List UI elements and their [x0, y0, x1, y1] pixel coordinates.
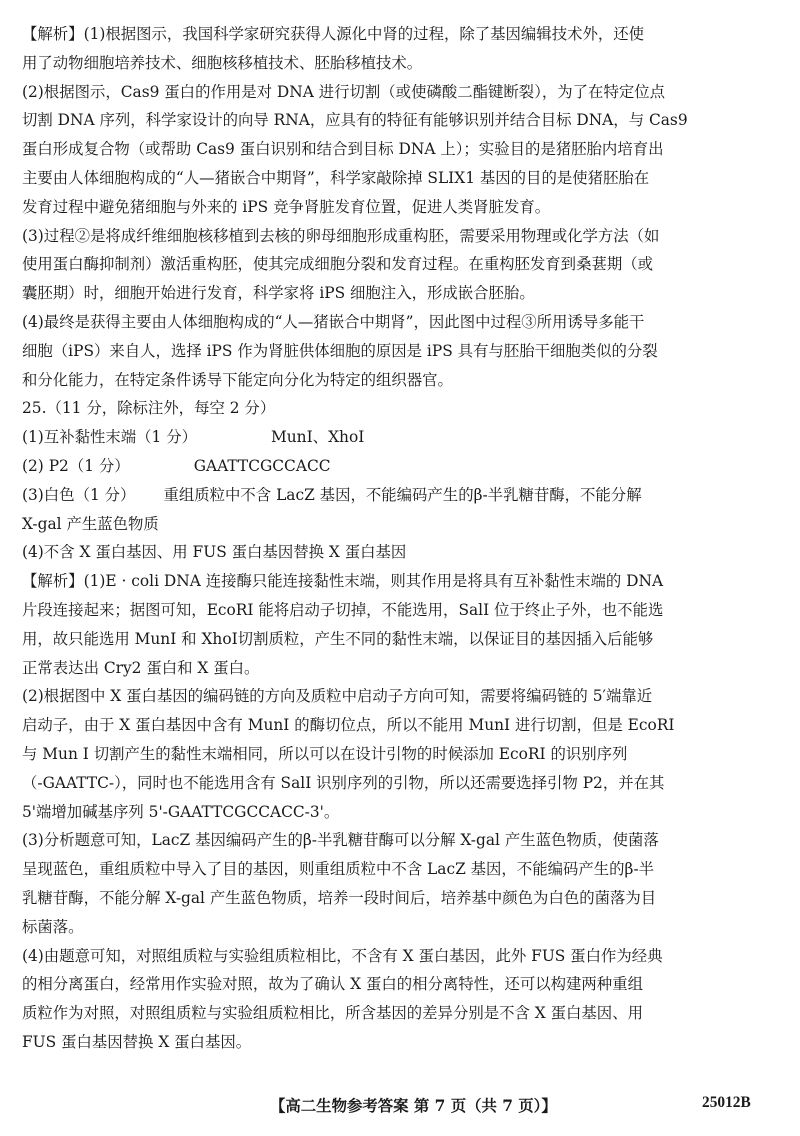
text-line: 细胞（iPS）来自人，选择 iPS 作为肾脏供体细胞的原因是 iPS 具有与胚胎干细胞类似的分裂: [22, 341, 658, 360]
text-line: 5'端增加碱基序列 5'-GAATTCGCCACC-3'。: [22, 802, 340, 821]
text-line: FUS 蛋白基因替换 X 蛋白基因。: [22, 1032, 252, 1051]
text-line: 切割 DNA 序列，科学家设计的向导 RNA，应具有的特征有能够识别并结合目标 DNA，与 Cas9: [22, 111, 688, 130]
answer-1-value: MunI、XhoI: [271, 428, 365, 447]
text-line: 主要由人体细胞构成的“人—猪嵌合中期肾”，科学家敲除掉 SLIX1 基因的目的是使猪胚胎在: [22, 168, 650, 187]
text-line: 【解析】(1)根据图示，我国科学家研究获得人源化中肾的过程，除了基因编辑技术外，还使: [22, 25, 645, 43]
text-line: (2)根据图中 X 蛋白基因的编码链的方向及质粒中启动子方向可知，需要将编码链的 5′端靠近: [22, 687, 653, 706]
text-line: 正常表达出 Cry2 蛋白和 X 蛋白。: [22, 658, 260, 677]
analysis-paragraph-7: [22, 826, 782, 941]
analysis-paragraph-8: [22, 942, 782, 1057]
analysis-paragraph-4: [22, 308, 782, 394]
text-line: 和分化能力，在特定条件诱导下能定向分化为特定的组织器官。: [22, 370, 453, 389]
answer-4: (4)不含 X 蛋白基因、用 FUS 蛋白基因替换 X 蛋白基因: [22, 543, 407, 562]
answer-3-continued: X-gal 产生蓝色物质: [22, 514, 159, 533]
text-line: 蛋白形成复合物（或帮助 Cas9 蛋白识别和结合到目标 DNA 上）；实验目的是猪胚胎内培育出: [22, 140, 664, 159]
text-line: 呈现蓝色，重组质粒中导入了目的基因，则重组质粒中不含 LacZ 基因，不能编码产生的β-半: [22, 860, 655, 879]
text-line: (4)最终是获得主要由人体细胞构成的“人—猪嵌合中期肾”，因此图中过程③所用诱导多能干: [22, 312, 645, 331]
answer-2: [22, 452, 782, 481]
footer-document-code: 25012B: [702, 1094, 751, 1111]
answer-1: [22, 423, 782, 452]
text-line: （-GAATTC-），同时也不能选用含有 SalI 识别序列的引物，所以还需要选择引物 P2，并在其: [22, 773, 665, 792]
analysis-paragraph-1: [22, 20, 782, 78]
text-line: 用了动物细胞培养技术、细胞核移植技术、胚胎移植技术。: [22, 53, 423, 72]
footer-page-info: 【高二生物参考答案 第 7 页（共 7 页）】: [270, 1097, 557, 1115]
question-25-answers: [22, 394, 782, 567]
analysis-paragraph-3: [22, 222, 782, 308]
page-footer: [0, 1094, 800, 1124]
text-line: 【解析】(1)E · coli DNA 连接酶只能连接黏性末端，则其作用是将具有互补黏性末端的 DNA: [22, 572, 664, 591]
text-line: (3)过程②是将成纤维细胞核移植到去核的卵母细胞形成重构胚，需要采用物理或化学方法（如: [22, 226, 660, 245]
answer-2-value: GAATTCGCCACC: [193, 456, 331, 475]
text-line: 启动子，由于 X 蛋白基因中含有 MunI 的酶切位点，所以不能用 MunI 进行切割，但是 EcoRI: [22, 716, 675, 735]
text-line: 用，故只能选用 MunI 和 XhoI切割质粒，产生不同的黏性末端，以保证目的基因插入后能够: [22, 629, 654, 648]
text-line: (3)分析题意可知，LacZ 基因编码产生的β-半乳糖苷酶可以分解 X-gal 产生蓝色物质，使菌落: [22, 831, 659, 850]
text-line: 片段连接起来；据图可知，EcoRI 能将启动子切掉，不能选用，SalI 位于终止子外，也不能选: [22, 600, 664, 619]
answer-1-label: (1)互补黏性末端（1 分）: [22, 428, 198, 447]
analysis-paragraph-6: [22, 682, 782, 826]
answer-2-label: (2) P2（1 分）: [22, 456, 130, 475]
answer-3: [22, 481, 782, 510]
text-line: 使用蛋白酶抑制剂）激活重构胚，使其完成细胞分裂和发育过程。在重构胚发育到桑葚期（或: [22, 255, 654, 274]
text-line: 与 Mun I 切割产生的黏性末端相同，所以可以在设计引物的时候添加 EcoRI 的识别序列: [22, 744, 628, 763]
text-line: (4)由题意可知，对照组质粒与实验组质粒相比，不含有 X 蛋白基因，此外 FUS 蛋白作为经典: [22, 946, 663, 965]
text-line: (2)根据图示，Cas9 蛋白的作用是对 DNA 进行切割（或使磷酸二酯键断裂），为了在特定位点: [22, 82, 666, 101]
analysis-paragraph-2: [22, 78, 782, 222]
text-line: 发育过程中避免猪细胞与外来的 iPS 竞争肾脏发育位置，促进人类肾脏发育。: [22, 197, 551, 216]
text-line: 质粒作为对照，对照组质粒与实验组质粒相比，所含基因的差异分别是不含 X 蛋白基因、用: [22, 1004, 643, 1023]
question-header: 25.（11 分，除标注外，每空 2 分）: [22, 399, 276, 418]
answer-3-label: (3)白色（1 分）: [22, 485, 136, 504]
text-line: 标菌落。: [22, 917, 84, 936]
text-line: 的相分离蛋白，经常用作实验对照，故为了确认 X 蛋白的相分离特性，还可以构建两种重组: [22, 975, 643, 994]
answer-page: [22, 20, 782, 1057]
text-line: 乳糖苷酶，不能分解 X-gal 产生蓝色物质，培养一段时间后，培养基中颜色为白色的菌落为目: [22, 888, 657, 907]
analysis-paragraph-5: [22, 567, 782, 682]
text-line: 囊胚期）时，细胞开始进行发育，科学家将 iPS 细胞注入，形成嵌合胚胎。: [22, 284, 535, 303]
answer-3-value: 重组质粒中不含 LacZ 基因，不能编码产生的β-半乳糖苷酶，不能分解: [163, 485, 642, 504]
